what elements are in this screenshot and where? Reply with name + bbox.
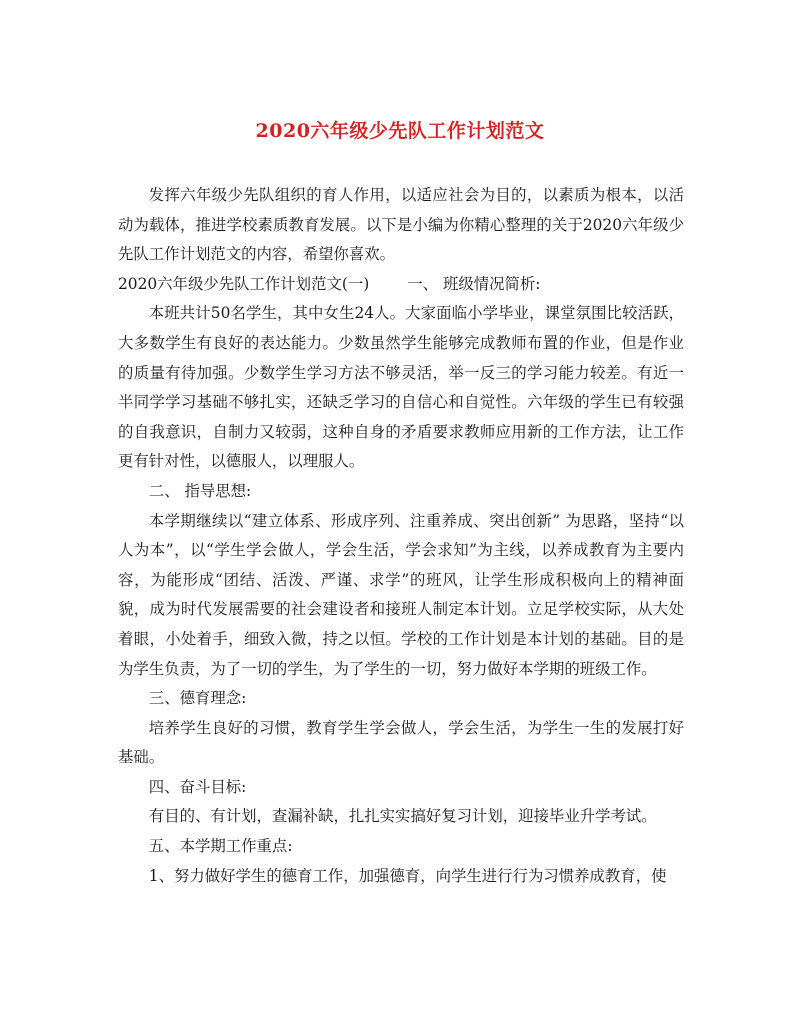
section3-heading: 三、德育理念: — [148, 689, 247, 708]
section5-heading: 五、本学期工作重点: — [148, 837, 293, 856]
intro-paragraph: 发挥六年级少先队组织的育人作用，以适应社会为目的，以素质为根本，以活动为载体，推进学校素质教育发展。以下是小编为你精心整理的关于2020六年级少先队工作计划范文的内容，希望你喜欢。 — [118, 186, 684, 264]
section1-heading: 一、 班级情况简析: — [407, 274, 541, 293]
section2-heading: 二、 指导思想: — [148, 481, 252, 500]
section1-body: 本班共计50名学生，其中女生24人。大家面临小学毕业，课堂氛围比较活跃，大多数学生有良好的表达能力。少数虽然学生能够完成教师布置的作业，但是作业的质量有待加强。少数学生学习方法不够灵活，举一反三的学习能力较差。有近一半同学学习基础不够扎实，还缺乏学习的自信心和自觉性。六年级的学生已有较强的自我意识，自制力又较弱，这种自身的矛盾要求教师应用新的工作方法，让工作更有针对性，以德服人，以理服人。 — [118, 304, 684, 471]
document-title: 2020六年级少先队工作计划范文 — [255, 120, 545, 142]
subtitle-line — [118, 270, 684, 300]
section4-heading: 四、奋斗目标: — [148, 777, 247, 796]
section3-body: 培养学生良好的习惯，教育学生学会做人，学会生活，为学生一生的发展打好基础。 — [118, 718, 684, 767]
document-body — [118, 181, 684, 891]
subtitle-text: 2020六年级少先队工作计划范文(一) — [118, 274, 370, 293]
section2-body: 本学期继续以“建立体系、形成序列、注重养成、突出创新” 为思路，坚持“以人为本”，以“学生学会做人，学会生活，学会求知”为主线，以养成教育为主要内容，为能形成“团结、活泼、严谨、求学”的班风，让学生形成积极向上的精神面貌，成为时代发展需要的社会建设者和接班人制定本计划。立足学校实际，从大处着眼，小处着手，细致入微，持之以恒。学校的工作计划是本计划的基础。目的是为学生负责，为了一切的学生，为了学生的一切，努力做好本学期的班级工作。 — [118, 511, 684, 678]
section4-body: 有目的、有计划，查漏补缺，扎扎实实搞好复习计划，迎接毕业升学考试。 — [148, 807, 657, 826]
section5-item-1: 1、努力做好学生的德育工作，加强德育，向学生进行行为习惯养成教育，使 — [148, 866, 667, 885]
